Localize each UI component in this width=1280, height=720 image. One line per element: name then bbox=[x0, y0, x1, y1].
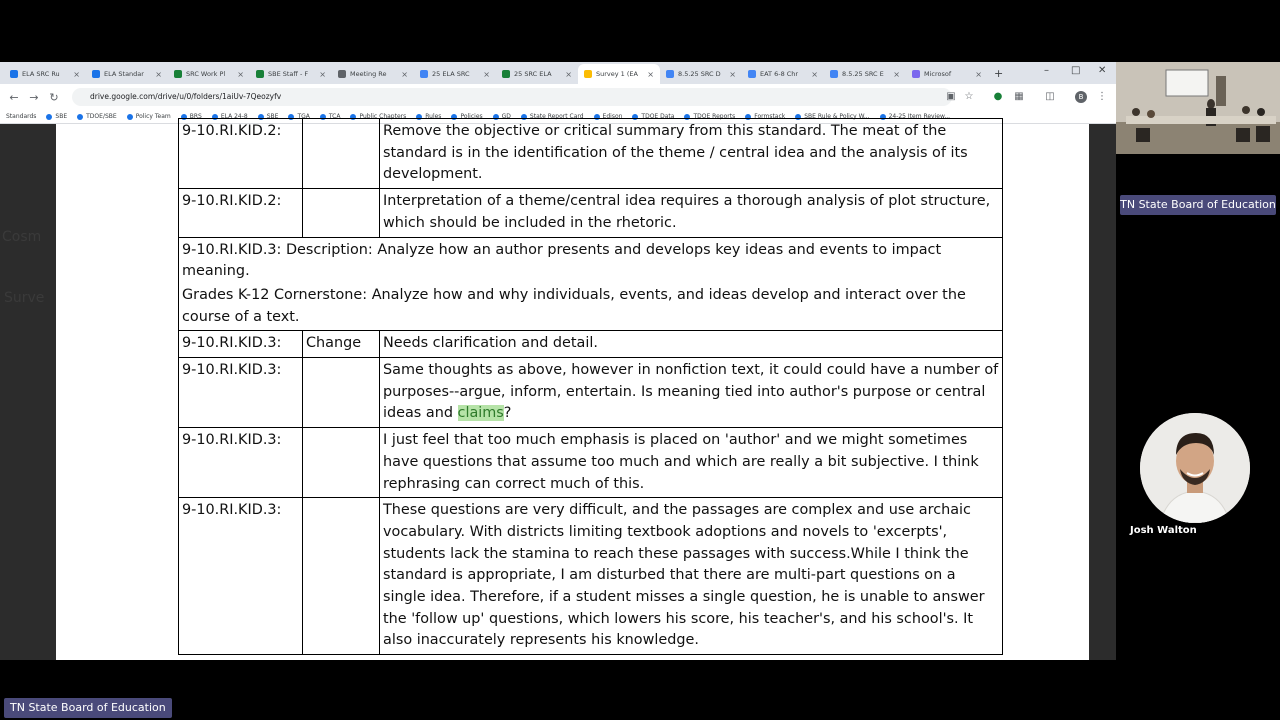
change-type-cell: Change bbox=[303, 331, 380, 358]
tab-favicon-icon bbox=[10, 70, 18, 78]
bookmark-icon bbox=[127, 114, 133, 120]
document-page bbox=[56, 124, 1089, 660]
comment-cell: These questions are very difficult, and the passages are complex and use archaic vocabulary. With districts limiting textbook adoptions and novels to 'excerpts', students lack the stamina to reach these passages with success.While I think the standard is appropriate, I am disturbed that there are multi-part questions on a single idea. Therefore, if a student misses a single question, he is unable to answer the 'follow up' questions, which lowers his score, his teacher's, and his school's. It also inaccurately represents his knowledge. bbox=[380, 498, 1003, 655]
tab-close-icon[interactable]: × bbox=[483, 69, 490, 79]
browser-tab-bar bbox=[0, 62, 1116, 84]
address-bar-row bbox=[0, 84, 1116, 110]
tab-label: 8.5.25 SRC E bbox=[842, 70, 884, 78]
bookmark-label: State Report Card bbox=[529, 113, 584, 120]
speaker-avatar bbox=[1140, 413, 1250, 523]
reload-icon[interactable]: ↻ bbox=[49, 90, 59, 104]
star-icon[interactable]: ☆ bbox=[964, 91, 974, 102]
puzzle-icon[interactable]: ▦ bbox=[1014, 91, 1024, 102]
tab-favicon-icon bbox=[584, 70, 592, 78]
tab-favicon-icon bbox=[92, 70, 100, 78]
bookmark-label: GD bbox=[501, 113, 511, 120]
speaker-name: Josh Walton bbox=[1130, 525, 1197, 536]
document-viewer bbox=[0, 124, 1116, 660]
tab-favicon-icon bbox=[256, 70, 264, 78]
tab-label: Microsof bbox=[924, 70, 952, 78]
comment-cell: Interpretation of a theme/central idea requires a thorough analysis of plot structure, which should be included in the rhetoric. bbox=[380, 189, 1003, 237]
tab-close-icon[interactable]: × bbox=[729, 69, 736, 79]
bookmark-label: TDOE/SBE bbox=[86, 113, 117, 120]
bookmark-label: SBE bbox=[266, 113, 279, 120]
extension-icon[interactable]: ● bbox=[993, 91, 1003, 102]
tab-close-icon[interactable]: × bbox=[975, 69, 982, 79]
table-row bbox=[179, 428, 1003, 498]
bookmark-label: Policy Team bbox=[135, 113, 171, 120]
search-highlight: claims bbox=[457, 405, 504, 422]
change-type-cell bbox=[303, 119, 380, 189]
shared-screen bbox=[0, 62, 1116, 660]
minimize-icon[interactable]: – bbox=[1044, 65, 1049, 76]
bookmark-item[interactable] bbox=[77, 113, 117, 120]
bookmark-label: Public Chapters bbox=[359, 113, 407, 120]
comment-cell bbox=[380, 358, 1003, 428]
bookmark-item[interactable] bbox=[46, 113, 67, 120]
bookmark-label: TGA bbox=[297, 113, 310, 120]
org-label: TN State Board of Education bbox=[1120, 195, 1276, 215]
browser-tab[interactable] bbox=[906, 64, 988, 84]
tab-close-icon[interactable]: × bbox=[893, 69, 900, 79]
tab-label: 25 SRC ELA bbox=[514, 70, 552, 78]
bookmark-item[interactable] bbox=[127, 113, 171, 120]
change-type-cell bbox=[303, 358, 380, 428]
tab-close-icon[interactable]: × bbox=[73, 69, 80, 79]
install-icon[interactable]: ▣ bbox=[946, 91, 956, 102]
tab-label: SBE Staff - F bbox=[268, 70, 309, 78]
tab-favicon-icon bbox=[830, 70, 838, 78]
change-type-cell bbox=[303, 498, 380, 655]
comment-cell: I just feel that too much emphasis is placed on 'author' and we might sometimes have questions that assume too much and which are really a bit subjective. I think rephrasing can correct much of this. bbox=[380, 428, 1003, 498]
bookmark-item[interactable] bbox=[6, 113, 36, 120]
video-side-panel bbox=[1116, 62, 1280, 660]
standard-description: 9-10.RI.KID.3: Description: Analyze how an author presents and develops key ideas and events to impact meaning. bbox=[182, 241, 942, 280]
tab-label: ELA SRC Ru bbox=[22, 70, 60, 78]
bookmark-label: Formstack bbox=[754, 113, 786, 120]
tab-close-icon[interactable]: × bbox=[811, 69, 818, 79]
comment-text: ? bbox=[503, 405, 512, 422]
url-field[interactable]: drive.google.com/drive/u/0/folders/1aiUv-7Qeozyfv bbox=[72, 88, 952, 106]
bookmark-label: TDOE Data bbox=[641, 113, 675, 120]
tab-favicon-icon bbox=[174, 70, 182, 78]
table-row bbox=[179, 237, 1003, 331]
table-row bbox=[179, 331, 1003, 358]
speaker-photo bbox=[1140, 413, 1250, 523]
browser-tab[interactable] bbox=[86, 64, 168, 84]
tab-label: Survey 1 (EA bbox=[596, 70, 638, 78]
profile-icon[interactable]: B bbox=[1075, 91, 1087, 103]
tab-close-icon[interactable]: × bbox=[237, 69, 244, 79]
standard-description-cell bbox=[179, 237, 1003, 331]
tab-close-icon[interactable]: × bbox=[647, 69, 654, 79]
change-type-cell bbox=[303, 189, 380, 237]
new-tab-button[interactable]: + bbox=[994, 66, 1004, 80]
table-row bbox=[179, 498, 1003, 655]
browser-tab[interactable] bbox=[660, 64, 742, 84]
background-text: Cosm bbox=[2, 229, 42, 245]
tab-favicon-icon bbox=[420, 70, 428, 78]
bookmark-label: Standards bbox=[6, 113, 37, 120]
bookmark-label: Policies bbox=[460, 113, 483, 120]
browser-tab[interactable] bbox=[824, 64, 906, 84]
bookmark-label: SBE bbox=[55, 113, 68, 120]
browser-tab[interactable] bbox=[332, 64, 414, 84]
change-type-cell bbox=[303, 428, 380, 498]
tab-label: ELA Standar bbox=[104, 70, 144, 78]
tab-close-icon[interactable]: × bbox=[155, 69, 162, 79]
meeting-room-image bbox=[1116, 62, 1280, 154]
tab-label: SRC Work Pl bbox=[186, 70, 226, 78]
cornerstone-description: Grades K-12 Cornerstone: Analyze how and why individuals, events, and ideas develop and interact over the course of a text. bbox=[182, 286, 966, 325]
bookmark-label: Edison bbox=[602, 113, 623, 120]
bookmark-label: ELA 24-8 bbox=[220, 113, 248, 120]
menu-icon[interactable]: ⋮ bbox=[1097, 91, 1107, 102]
table-row bbox=[179, 358, 1003, 428]
comment-cell: Needs clarification and detail. bbox=[380, 331, 1003, 358]
tab-favicon-icon bbox=[338, 70, 346, 78]
tab-label: 25 ELA SRC bbox=[432, 70, 470, 78]
comments-table bbox=[178, 118, 1003, 655]
tab-favicon-icon bbox=[502, 70, 510, 78]
background-text: Surve bbox=[4, 290, 45, 306]
org-label-bottom: TN State Board of Education bbox=[4, 698, 172, 718]
back-icon[interactable]: ← bbox=[9, 90, 19, 104]
tab-close-icon[interactable]: × bbox=[565, 69, 572, 79]
comment-text: Same thoughts as above, however in nonfiction text, it could could have a number of purposes--argue, inform, entertain. Is meaning tied into author's purpose or central ideas and bbox=[383, 362, 999, 422]
standard-cell: 9-10.RI.KID.3: bbox=[179, 498, 303, 655]
standard-cell: 9-10.RI.KID.3: bbox=[179, 428, 303, 498]
table-row bbox=[179, 119, 1003, 189]
browser-tab[interactable] bbox=[578, 64, 660, 84]
tab-label: EAT 6-8 Chr bbox=[760, 70, 799, 78]
tab-close-icon[interactable]: × bbox=[401, 69, 408, 79]
bookmark-label: TCA bbox=[328, 113, 341, 120]
standard-cell: 9-10.RI.KID.2: bbox=[179, 119, 303, 189]
tab-label: 8.5.25 SRC D bbox=[678, 70, 721, 78]
browser-tab[interactable] bbox=[250, 64, 332, 84]
forward-icon[interactable]: → bbox=[29, 90, 39, 104]
sidepanel-icon[interactable]: ◫ bbox=[1045, 91, 1055, 102]
bookmark-icon bbox=[77, 114, 83, 120]
bookmark-label: BRS bbox=[189, 113, 202, 120]
bookmark-label: TDOE Reports bbox=[693, 113, 736, 120]
bookmark-label: 24-25 Item Review... bbox=[888, 113, 951, 120]
tab-favicon-icon bbox=[748, 70, 756, 78]
browser-tab[interactable] bbox=[496, 64, 578, 84]
standard-cell: 9-10.RI.KID.3: bbox=[179, 331, 303, 358]
bookmark-label: SBE Rule & Policy W... bbox=[804, 113, 870, 120]
close-window-icon[interactable]: ✕ bbox=[1098, 65, 1107, 76]
tab-label: Meeting Re bbox=[350, 70, 387, 78]
bookmark-icon bbox=[46, 114, 52, 120]
browser-tab[interactable] bbox=[168, 64, 250, 84]
tab-favicon-icon bbox=[666, 70, 674, 78]
tab-close-icon[interactable]: × bbox=[319, 69, 326, 79]
comment-cell: Remove the objective or critical summary from this standard. The meat of the standard is in the identification of the theme / central idea and the analysis of its development. bbox=[380, 119, 1003, 189]
bookmark-label: Rules bbox=[425, 113, 442, 120]
browser-tab[interactable] bbox=[742, 64, 824, 84]
maximize-icon[interactable]: □ bbox=[1071, 65, 1081, 76]
standard-cell: 9-10.RI.KID.3: bbox=[179, 358, 303, 428]
tab-favicon-icon bbox=[912, 70, 920, 78]
browser-tab[interactable] bbox=[4, 64, 86, 84]
standard-cell: 9-10.RI.KID.2: bbox=[179, 189, 303, 237]
table-row bbox=[179, 189, 1003, 237]
meeting-room-camera bbox=[1116, 62, 1280, 154]
browser-tab[interactable] bbox=[414, 64, 496, 84]
